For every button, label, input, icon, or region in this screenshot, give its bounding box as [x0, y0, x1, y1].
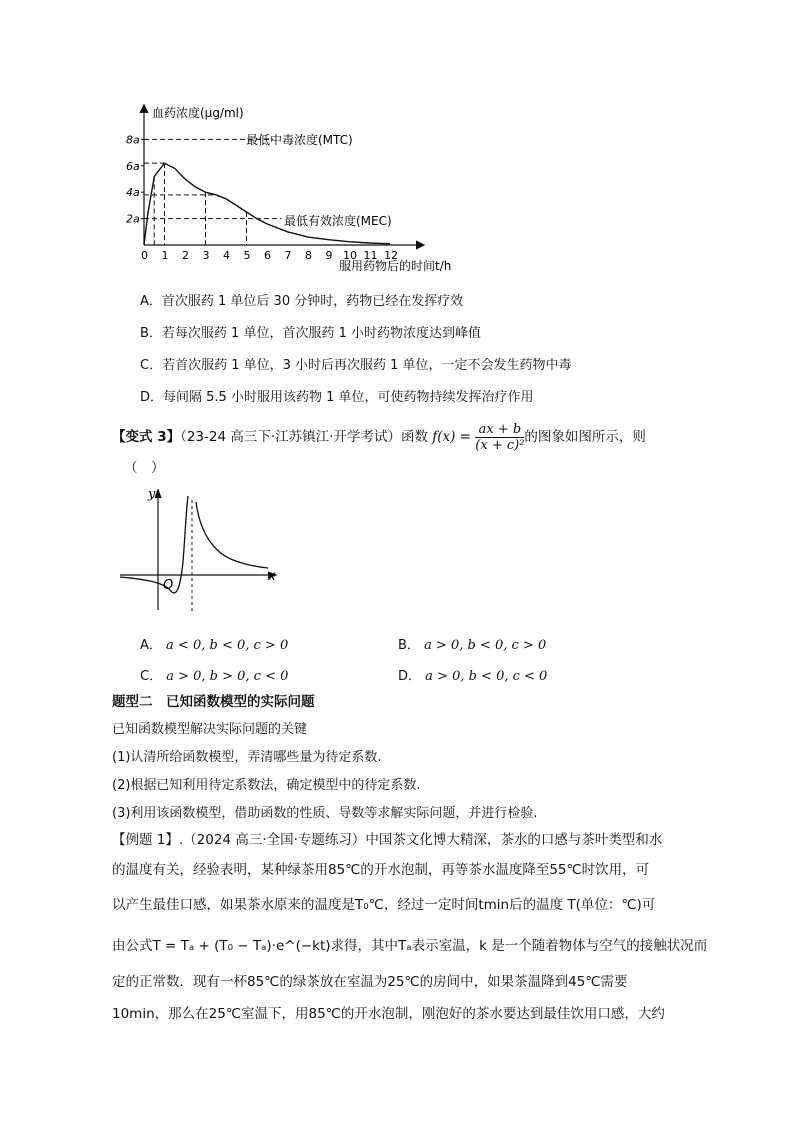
- x-axis-arrow: [416, 241, 424, 249]
- x-tick-label: 11: [363, 249, 378, 262]
- variant3-tag: 【变式 3】: [112, 429, 181, 445]
- y-tick-label: 2a: [126, 212, 140, 226]
- x-tick-label: 7: [284, 249, 292, 262]
- option-b: B．若每次服药 1 单位，首次服药 1 小时药物浓度达到峰值: [140, 326, 481, 341]
- concentration-curve: [144, 163, 390, 245]
- option-a: A．首次服药 1 单位后 30 分钟时，药物已经在发挥疗效: [140, 294, 464, 309]
- section-item-1: (1)认清所给函数模型，弄清哪些量为待定系数.: [112, 750, 382, 765]
- section-item-3: (3)利用该函数模型，借助函数的性质、导数等求解实际问题，并进行检验.: [112, 806, 538, 821]
- variant3-tail: 的图象如图所示，则: [524, 429, 646, 445]
- graph-origin-label: O: [163, 578, 174, 593]
- example1-line-5: 定的正常数．现有一杯85℃的绿茶放在室温为25℃的房间中，如果茶温降到45℃需要: [112, 974, 628, 990]
- x-tick-label: 1: [161, 249, 169, 262]
- graph-x-label: x: [268, 569, 276, 584]
- section-item-2: (2)根据已知利用待定系数法，确定模型中的待定系数.: [112, 778, 421, 793]
- x-tick-label: 8: [305, 249, 312, 262]
- y-axis-label: 血药浓度(μg/ml): [152, 106, 244, 120]
- x-tick-label: 4: [223, 249, 230, 262]
- v3-option-d: D． a > 0, b < 0, c < 0: [398, 669, 548, 684]
- y-tick-label: 6a: [126, 159, 140, 173]
- y-axis-arrow: [140, 105, 148, 113]
- x-tick-label: 0: [141, 249, 148, 262]
- x-tick-label: 10: [343, 249, 357, 262]
- section-intro: 已知函数模型解决实际问题的关键: [112, 722, 308, 737]
- option-d: D．每间隔 5.5 小时服用该药物 1 单位，可使药物持续发挥治疗作用: [140, 390, 534, 405]
- x-tick-label: 2: [182, 249, 189, 262]
- v3-option-c: C． a > 0, b > 0, c < 0: [140, 669, 289, 684]
- variant3-source: （23-24 高三下·江苏镇江·开学考试）函数: [180, 429, 428, 445]
- x-tick-label: 9: [325, 249, 333, 262]
- mtc-label: 最低中毒浓度(MTC): [246, 133, 353, 147]
- graph-y-arrow: [155, 490, 161, 498]
- function-lhs: f(x) =: [432, 429, 471, 445]
- example1-line-1: 【例题 1】.（2024 高三·全国·专题练习）中国茶文化博大精深，茶水的口感与茶叶类型和水: [112, 832, 663, 848]
- section-title: 题型二 已知函数模型的实际问题: [112, 694, 315, 710]
- x-axis-label: 服用药物后的时间t/h: [339, 259, 452, 273]
- y-tick-label: 8a: [126, 133, 140, 147]
- example1-line-4: 由公式T = Tₐ + (T₀ − Tₐ)·e^(−kt)求得，其中Tₐ表示室温，k 是一个随着物体与空气的接触状况而: [112, 938, 708, 954]
- left-branch: [120, 496, 188, 593]
- function-fraction: [475, 422, 524, 453]
- function-graph: [118, 482, 288, 617]
- v3-option-b: B． a > 0, b < 0, c > 0: [398, 638, 547, 653]
- x-tick-label: 12: [384, 249, 398, 262]
- x-tick-label: 6: [264, 249, 271, 262]
- v3-option-a: A． a < 0, b < 0, c > 0: [140, 638, 289, 653]
- example1-line-3: 以产生最佳口感，如果茶水原来的温度是T₀℃，经过一定时间tmin后的温度 T(单位：℃)可: [112, 897, 656, 913]
- x-tick-label: 5: [243, 249, 251, 262]
- graph-y-label: y: [148, 487, 156, 502]
- mec-label: 最低有效浓度(MEC): [284, 214, 392, 228]
- x-tick-label: 3: [202, 249, 210, 262]
- answer-paren: （ ）: [124, 460, 165, 476]
- drug-concentration-chart: [110, 95, 490, 275]
- example1-line-6: 10min，那么在25℃室温下，用85℃的开水泡制，刚泡好的茶水要达到最佳饮用口感，大约: [112, 1006, 665, 1022]
- option-c: C．若首次服药 1 单位，3 小时后再次服药 1 单位，一定不会发生药物中毒: [140, 358, 572, 373]
- variant3-line: [112, 420, 646, 454]
- y-tick-label: 4a: [126, 186, 140, 200]
- example1-line-2: 的温度有关，经验表明，某种绿茶用85℃的开水泡制，再等茶水温度降至55℃时饮用，可: [112, 862, 650, 878]
- fraction-numerator: ax + b: [475, 422, 524, 438]
- fraction-denominator: (x + c)²: [475, 437, 525, 453]
- right-branch: [196, 502, 268, 568]
